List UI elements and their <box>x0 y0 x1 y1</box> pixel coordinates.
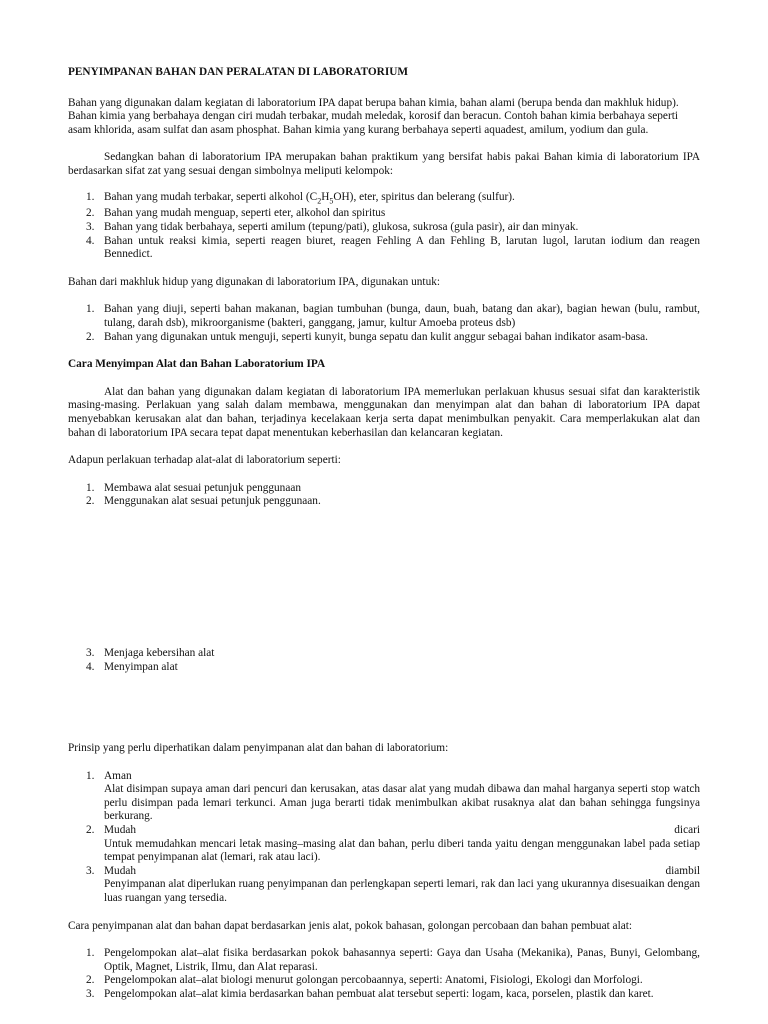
list-pengelompokan <box>68 947 700 1001</box>
list-item: 3. Mudah diambil Penyimpanan alat diperlukan ruang penyimpanan dan perlengkapan seperti lemari, rak dan laci yang ukurannya disesuaikan dengan luas ruangan yang tersedia. <box>86 864 701 905</box>
list-item-text: Bahan yang mudah terbakar, seperti alkohol $(C_2H_5OH)$, eter, spiritus dan belerang (sulfur). <box>104 190 515 205</box>
section-heading: Cara Menyimpan Alat dan Bahan Laboratorium IPA <box>68 358 326 371</box>
list-prinsip-penyimpanan <box>68 770 700 906</box>
list-item: 3. Menjaga kebersihan alat <box>86 646 215 659</box>
paragraph-intro: Bahan yang digunakan dalam kegiatan di laboratorium IPA dapat berupa bahan kimia, bahan alami (berupa benda dan makhluk hidup). Bahan kimia yang berbahaya dengan ciri mudah terbakar, mudah meledak, korosif dan beracun. Contoh bahan kimia berbahaya seperti asam khlorida, asam sulfat dan asam phosphat. Bahan kimia yang kurang berbahaya seperti aquadest, amilum, yodium dan gula. <box>68 96 679 136</box>
list-perlakuan-alat-a <box>68 482 700 509</box>
list-item-text: Menggunakan alat sesuai petunjuk penggunaan. <box>104 495 321 508</box>
list-item-text: Bahan yang digunakan untuk menguji, seperti kunyit, bunga sepatu dan kulit anggur sebagai bahan indikator asam-basa. <box>104 330 648 343</box>
list-item: 3. Bahan yang tidak berbahaya, seperti amilum (tepung/pati), glukosa, sukrosa (gula pasir), air dan minyak. <box>86 221 579 233</box>
document-page <box>68 66 700 1002</box>
list-kelompok-bahan-kimia <box>68 191 700 262</box>
list-item-text: Bahan yang tidak berbahaya, seperti amilum (tepung/pati), glukosa, sukrosa (gula pasir), air dan minyak. <box>104 221 579 233</box>
list-item-heading-row <box>104 865 700 879</box>
paragraph-bahan-praktikum: Sedangkan bahan di laboratorium IPA merupakan bahan praktikum yang bersifat habis pakai Bahan kimia di laboratorium IPA berdasarkan sifat zat yang sesuai dengan simbolnya meliputi kelompok: <box>68 151 700 177</box>
list-item: 1. Aman Alat disimpan supaya aman dari pencuri dan kerusakan, atas dasar alat yang mudah dibawa dan mahal harganya seperti stop watch perlu disimpan pada lemari terkunci. Aman juga berarti tidak menimbulkan akibat rusaknya alat dan bahan sehingga fungsinya berkurang. <box>86 769 700 823</box>
blank-space <box>68 509 700 647</box>
list-item-text: Untuk memudahkan mencari letak masing–masing alat dan bahan, perlu diberi tanda yaitu dengan menggunakan label pada setiap tempat penyimpanan alat (lemari, rak atau laci). <box>104 837 700 864</box>
list-item-heading: Aman <box>104 769 132 782</box>
document-title: PENYIMPANAN BAHAN DAN PERALATAN DI LABORATORIUM <box>68 66 409 78</box>
list-item-text: Menjaga kebersihan alat <box>104 646 215 659</box>
list-item-text: Bahan yang mudah menguap, seperti eter, alkohol dan spiritus <box>104 207 386 220</box>
paragraph-perlakuan: Alat dan bahan yang digunakan dalam kegiatan di laboratorium IPA memerlukan perlakuan khusus sesuai sifat dan karakteristik masing-masing. Perlakuan yang salah dalam membawa, menggunakan dan menyimpan alat dan bahan di laboratorium IPA dapat menyebabkan kerusakan alat dan bahan, terjadinya kecelakaan kerja serta dapat menimbulkan penyakit. Cara memperlakukan alat dan bahan di laboratorium IPA secara tepat dapat menentukan keberhasilan dan kelancaran kegiatan. <box>68 385 700 439</box>
list-item-heading-tail: dicari <box>674 824 700 837</box>
list-item-heading-row <box>104 824 700 838</box>
list-item: 1. Pengelompokan alat–alat fisika berdasarkan pokok bahasannya seperti: Gaya dan Usaha (Mekanika), Panas, Bunyi, Gelombang, Optik, Magnet, Listrik, Ilmu, dan Alat reparasi. <box>86 947 700 973</box>
paragraph-cara-penyimpanan: Cara penyimpanan alat dan bahan dapat berdasarkan jenis alat, pokok bahasan, golongan percobaan dan bahan pembuat alat: <box>68 919 632 932</box>
list-item: 2. Menggunakan alat sesuai petunjuk penggunaan. <box>86 495 321 508</box>
list-item-text: Bahan yang diuji, seperti bahan makanan, bagian tumbuhan (bunga, daun, buah, batang dan akar), bagian hewan (bulu, rambut, tulang, darah dsb), mikroorganisme (bakteri, ganggang, jamur, kultur Amoeba proteus dsb) <box>104 303 700 329</box>
list-item-heading-tail: diambil <box>665 864 700 877</box>
list-item-text: Pengelompokan alat–alat fisika berdasarkan pokok bahasannya seperti: Gaya dan Usaha (Mekanika), Panas, Bunyi, Gelombang, Optik, Magnet, Listrik, Ilmu, dan Alat reparasi. <box>104 947 700 973</box>
paragraph-makhluk-hidup: Bahan dari makhluk hidup yang digunakan di laboratorium IPA, digunakan untuk: <box>68 275 441 288</box>
list-bahan-makhluk-hidup <box>68 303 700 344</box>
list-perlakuan-alat-b <box>68 647 700 674</box>
list-item: 1. Membawa alat sesuai petunjuk penggunaan <box>86 481 302 494</box>
list-item-text: Menyimpan alat <box>104 660 178 673</box>
list-item-text: Pengelompokan alat–alat kimia berdasarkan bahan pembuat alat tersebut seperti: logam, kaca, porselen, plastik dan karet. <box>104 988 654 1000</box>
list-item-heading: Mudah <box>104 864 137 877</box>
list-item: 2. Bahan yang digunakan untuk menguji, seperti kunyit, bunga sepatu dan kulit anggur sebagai bahan indikator asam-basa. <box>86 330 648 343</box>
blank-space <box>68 674 700 742</box>
list-item-text: Penyimpanan alat diperlukan ruang penyimpanan dan perlengkapan seperti lemari, rak dan laci yang ukurannya disesuaikan dengan luas ruangan yang tersedia. <box>104 878 701 905</box>
list-item-text: Alat disimpan supaya aman dari pencuri dan kerusakan, atas dasar alat yang mudah dibawa dan mahal harganya seperti stop watch perlu disimpan pada lemari terkunci. Aman juga berarti tidak menimbulkan akibat rusaknya alat dan bahan sehingga fungsinya berkurang. <box>104 783 700 823</box>
paragraph-adapun: Adapun perlakuan terhadap alat-alat di laboratorium seperti: <box>68 454 341 467</box>
paragraph-prinsip: Prinsip yang perlu diperhatikan dalam penyimpanan alat dan bahan di laboratorium: <box>68 742 449 755</box>
list-item-heading: Mudah <box>104 824 137 837</box>
list-item: 1. Bahan yang diuji, seperti bahan makanan, bagian tumbuhan (bunga, daun, buah, batang dan akar), bagian hewan (bulu, rambut, tulang, darah dsb), mikroorganisme (bakteri, ganggang, jamur, kultur Amoeba proteus dsb) <box>86 303 700 329</box>
list-item: 2. Mudah dicari Untuk memudahkan mencari letak masing–masing alat dan bahan, perlu diberi tanda yaitu dengan menggunakan label pada setiap tempat penyimpanan alat (lemari, rak atau laci). <box>86 824 700 864</box>
list-item-text: Pengelompokan alat–alat biologi menurut golongan percobaannya, seperti: Anatomi, Fisiologi, Ekologi dan Morfologi. <box>104 974 643 987</box>
list-item: 4. Bahan untuk reaksi kimia, seperti reagen biuret, reagen Fehling A dan Fehling B, larutan lugol, larutan iodium dan reagen Bennedict. <box>86 234 700 261</box>
list-item-text: Membawa alat sesuai petunjuk penggunaan <box>104 481 302 494</box>
list-item: 4. Menyimpan alat <box>86 660 178 673</box>
list-item-text: Bahan untuk reaksi kimia, seperti reagen biuret, reagen Fehling A dan Fehling B, larutan lugol, larutan iodium dan reagen Bennedict. <box>104 234 700 261</box>
list-item: 2. Bahan yang mudah menguap, seperti eter, alkohol dan spiritus <box>86 207 386 220</box>
list-item: 3. Pengelompokan alat–alat kimia berdasarkan bahan pembuat alat tersebut seperti: logam, kaca, porselen, plastik dan karet. <box>86 988 654 1000</box>
list-item: 1. Bahan yang mudah terbakar, seperti alkohol $(C_2H_5OH)$, eter, spiritus dan belerang (sulfur). <box>86 190 515 205</box>
list-item: 2. Pengelompokan alat–alat biologi menurut golongan percobaannya, seperti: Anatomi, Fisiologi, Ekologi dan Morfologi. <box>86 974 643 987</box>
